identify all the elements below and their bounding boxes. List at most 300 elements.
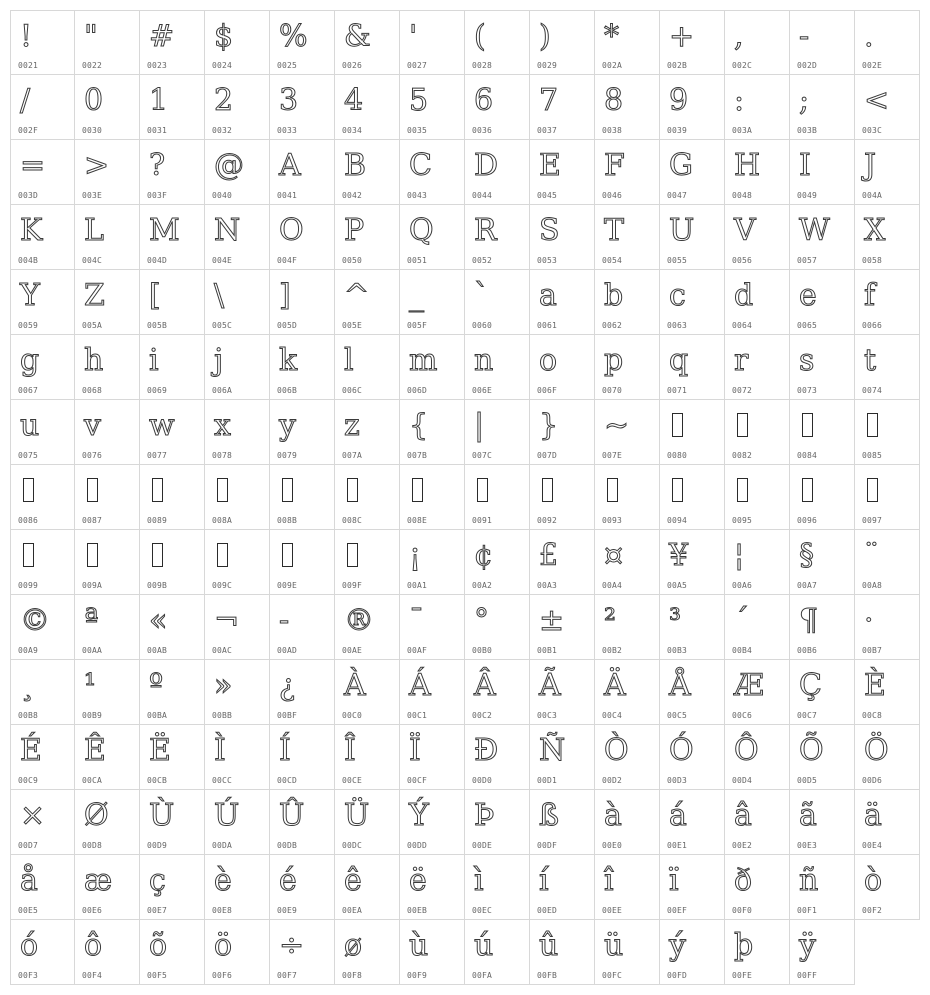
glyph-code-label: 00C9	[18, 776, 39, 785]
glyph-code-label: 009B	[147, 581, 168, 590]
glyph-cell	[140, 205, 205, 270]
glyph-cell	[75, 920, 140, 985]
glyph-code-label: 0049	[797, 191, 818, 200]
glyph-cell	[270, 790, 335, 855]
glyph-code-label: 0059	[18, 321, 39, 330]
glyph-char: ¿	[279, 668, 296, 703]
glyph-code-label: 009F	[342, 581, 363, 590]
glyph-cell	[855, 205, 920, 270]
glyph-cell	[335, 75, 400, 140]
glyph-code-label: 0048	[732, 191, 753, 200]
glyph-code-label: 005C	[212, 321, 233, 330]
glyph-cell	[725, 270, 790, 335]
glyph-char: .	[864, 19, 874, 54]
glyph-char: G	[669, 148, 693, 183]
glyph-code-label: 00DF	[537, 841, 558, 850]
glyph-cell	[335, 335, 400, 400]
glyph-code-label: 0093	[602, 516, 623, 525]
glyph-code-label: 00B1	[537, 646, 558, 655]
glyph-code-label: 00E3	[797, 841, 818, 850]
glyph-cell	[140, 725, 205, 790]
glyph-char: ê	[344, 863, 362, 898]
glyph-code-label: 004B	[18, 256, 39, 265]
glyph-cell	[530, 205, 595, 270]
glyph-char: \	[214, 278, 225, 313]
glyph-code-label: 0086	[18, 516, 39, 525]
glyph-char: Ø	[84, 798, 109, 833]
glyph-cell	[75, 595, 140, 660]
glyph-cell	[530, 400, 595, 465]
glyph-cell	[335, 465, 400, 530]
glyph-char: ¤	[604, 538, 624, 573]
glyph-char: i	[149, 343, 159, 378]
glyph-char: ´	[734, 603, 749, 638]
missing-glyph-box	[737, 413, 748, 437]
glyph-code-label: 00D6	[862, 776, 883, 785]
glyph-code-label: 00AD	[277, 646, 298, 655]
glyph-cell	[530, 465, 595, 530]
glyph-code-label: 0024	[212, 61, 233, 70]
glyph-cell	[75, 790, 140, 855]
glyph-cell	[790, 920, 855, 985]
glyph-char: ®	[344, 603, 374, 638]
glyph-code-label: 00DD	[407, 841, 428, 850]
glyph-code-label: 0044	[472, 191, 493, 200]
missing-glyph-box	[412, 478, 423, 502]
glyph-code-label: 0078	[212, 451, 233, 460]
glyph-code-label: 0085	[862, 451, 883, 460]
glyph-cell	[855, 855, 920, 920]
glyph-cell	[400, 530, 465, 595]
glyph-cell	[595, 335, 660, 400]
glyph-grid	[10, 10, 920, 985]
glyph-code-label: 009C	[212, 581, 233, 590]
glyph-char: Í	[279, 733, 291, 768]
glyph-char: Þ	[474, 798, 495, 833]
glyph-code-label: 0042	[342, 191, 363, 200]
glyph-cell	[855, 140, 920, 205]
glyph-cell	[10, 465, 75, 530]
glyph-cell	[790, 270, 855, 335]
glyph-cell	[10, 75, 75, 140]
glyph-code-label: 008B	[277, 516, 298, 525]
glyph-char: 7	[539, 83, 559, 118]
glyph-char: ±	[539, 603, 565, 638]
glyph-cell	[270, 335, 335, 400]
glyph-cell	[465, 10, 530, 75]
glyph-code-label: 00D2	[602, 776, 623, 785]
glyph-cell	[465, 855, 530, 920]
glyph-code-label: 0025	[277, 61, 298, 70]
glyph-cell	[335, 595, 400, 660]
missing-glyph-box	[23, 543, 34, 567]
glyph-code-label: 002B	[667, 61, 688, 70]
glyph-code-label: 00F4	[82, 971, 103, 980]
glyph-cell	[660, 920, 725, 985]
glyph-code-label: 00FE	[732, 971, 753, 980]
glyph-char: U	[669, 213, 695, 248]
glyph-char: û	[539, 928, 559, 963]
glyph-cell	[335, 790, 400, 855]
glyph-cell	[140, 140, 205, 205]
glyph-cell	[595, 855, 660, 920]
glyph-cell	[10, 920, 75, 985]
glyph-char: d	[734, 278, 754, 313]
glyph-cell	[335, 660, 400, 725]
glyph-char: X	[864, 213, 886, 248]
missing-glyph-box	[477, 478, 488, 502]
glyph-cell	[400, 920, 465, 985]
glyph-cell	[465, 660, 530, 725]
glyph-cell	[400, 400, 465, 465]
glyph-cell	[725, 10, 790, 75]
glyph-cell	[530, 660, 595, 725]
glyph-cell	[75, 140, 140, 205]
glyph-char: ²	[604, 603, 617, 638]
glyph-cell	[270, 140, 335, 205]
glyph-cell	[10, 595, 75, 660]
glyph-cell	[335, 205, 400, 270]
glyph-code-label: 00CE	[342, 776, 363, 785]
glyph-cell	[205, 920, 270, 985]
glyph-code-label: 00B9	[82, 711, 103, 720]
glyph-code-label: 00B8	[18, 711, 39, 720]
glyph-char: Ê	[84, 733, 106, 768]
glyph-cell	[595, 140, 660, 205]
glyph-cell	[530, 855, 595, 920]
glyph-cell	[400, 465, 465, 530]
missing-glyph-box	[802, 478, 813, 502]
glyph-code-label: 0040	[212, 191, 233, 200]
glyph-code-label: 00CF	[407, 776, 428, 785]
glyph-code-label: 00D5	[797, 776, 818, 785]
glyph-cell	[855, 595, 920, 660]
glyph-cell	[10, 855, 75, 920]
glyph-char: |	[474, 408, 485, 443]
glyph-char: e	[799, 278, 817, 313]
glyph-char: N	[214, 213, 241, 248]
glyph-code-label: 008E	[407, 516, 428, 525]
glyph-code-label: 00B6	[797, 646, 818, 655]
glyph-cell	[10, 10, 75, 75]
glyph-char: ò	[864, 863, 883, 898]
glyph-code-label: 002A	[602, 61, 623, 70]
glyph-cell	[790, 595, 855, 660]
glyph-char: ©	[20, 603, 50, 638]
glyph-code-label: 0037	[537, 126, 558, 135]
glyph-code-label: 0033	[277, 126, 298, 135]
glyph-code-label: 007B	[407, 451, 428, 460]
glyph-code-label: 009E	[277, 581, 298, 590]
glyph-cell	[530, 530, 595, 595]
glyph-char: ,	[734, 19, 744, 54]
glyph-char: )	[539, 19, 551, 54]
glyph-char: «	[149, 603, 168, 638]
glyph-code-label: 007A	[342, 451, 363, 460]
glyph-char: í	[539, 863, 549, 898]
glyph-cell	[335, 725, 400, 790]
glyph-char: ú	[474, 928, 494, 963]
glyph-char: S	[539, 213, 560, 248]
glyph-cell	[270, 205, 335, 270]
glyph-cell	[335, 10, 400, 75]
glyph-char: y	[279, 408, 296, 443]
glyph-char: g	[20, 343, 40, 378]
glyph-cell	[725, 595, 790, 660]
glyph-cell	[270, 10, 335, 75]
glyph-cell	[270, 530, 335, 595]
glyph-code-label: 0064	[732, 321, 753, 330]
glyph-cell	[140, 335, 205, 400]
glyph-code-label: 0023	[147, 61, 168, 70]
glyph-code-label: 0096	[797, 516, 818, 525]
glyph-char: *	[604, 19, 619, 54]
glyph-char: Æ	[734, 668, 765, 703]
glyph-code-label: 0053	[537, 256, 558, 265]
glyph-cell	[595, 465, 660, 530]
glyph-code-label: 00E6	[82, 906, 103, 915]
glyph-char: Ï	[409, 733, 421, 768]
glyph-cell	[530, 10, 595, 75]
glyph-code-label: 0056	[732, 256, 753, 265]
glyph-code-label: 00C3	[537, 711, 558, 720]
glyph-code-label: 0047	[667, 191, 688, 200]
glyph-cell	[10, 400, 75, 465]
glyph-code-label: 006B	[277, 386, 298, 395]
glyph-code-label: 00E1	[667, 841, 688, 850]
glyph-cell	[855, 335, 920, 400]
glyph-char: ª	[84, 603, 99, 638]
glyph-char: Å	[669, 668, 691, 703]
glyph-cell	[530, 595, 595, 660]
glyph-code-label: 003B	[797, 126, 818, 135]
glyph-char: #	[149, 19, 175, 54]
glyph-char: T	[604, 213, 625, 248]
missing-glyph-box	[867, 413, 878, 437]
glyph-char: Î	[344, 733, 356, 768]
glyph-cell	[790, 725, 855, 790]
missing-glyph-box	[87, 543, 98, 567]
glyph-cell	[400, 205, 465, 270]
glyph-code-label: 00DC	[342, 841, 363, 850]
glyph-cell	[75, 465, 140, 530]
glyph-cell	[140, 920, 205, 985]
glyph-cell	[725, 75, 790, 140]
glyph-cell	[725, 335, 790, 400]
glyph-char: ¢	[474, 538, 494, 573]
glyph-code-label: 00EF	[667, 906, 688, 915]
glyph-cell	[400, 140, 465, 205]
glyph-code-label: 0035	[407, 126, 428, 135]
glyph-code-label: 004C	[82, 256, 103, 265]
glyph-char: c	[669, 278, 686, 313]
glyph-code-label: 0071	[667, 386, 688, 395]
glyph-char: C	[409, 148, 432, 183]
glyph-code-label: 0057	[797, 256, 818, 265]
glyph-code-label: 00EA	[342, 906, 363, 915]
glyph-cell	[855, 790, 920, 855]
glyph-cell	[270, 465, 335, 530]
glyph-char: (	[474, 19, 486, 54]
glyph-char: :	[734, 83, 745, 118]
glyph-cell	[790, 790, 855, 855]
glyph-code-label: 006E	[472, 386, 493, 395]
glyph-code-label: 00C0	[342, 711, 363, 720]
glyph-cell	[205, 10, 270, 75]
glyph-char: Á	[409, 668, 431, 703]
glyph-char: ]	[279, 278, 291, 313]
glyph-char: ¡	[409, 538, 422, 573]
glyph-cell	[660, 790, 725, 855]
glyph-char: ×	[20, 798, 46, 833]
glyph-cell	[595, 75, 660, 140]
glyph-code-label: 00F0	[732, 906, 753, 915]
glyph-code-label: 00AF	[407, 646, 428, 655]
glyph-code-label: 00E4	[862, 841, 883, 850]
glyph-code-label: 00F6	[212, 971, 233, 980]
glyph-cell	[10, 335, 75, 400]
glyph-char: r	[734, 343, 749, 378]
glyph-cell	[270, 660, 335, 725]
glyph-code-label: 00D4	[732, 776, 753, 785]
glyph-code-label: 0076	[82, 451, 103, 460]
glyph-cell	[855, 270, 920, 335]
glyph-cell	[400, 595, 465, 660]
glyph-char: ç	[149, 863, 166, 898]
glyph-code-label: 005D	[277, 321, 298, 330]
glyph-char: À	[344, 668, 366, 703]
glyph-char: P	[344, 213, 365, 248]
glyph-char: 5	[409, 83, 429, 118]
glyph-code-label: 005F	[407, 321, 428, 330]
glyph-code-label: 0034	[342, 126, 363, 135]
missing-glyph-box	[737, 478, 748, 502]
glyph-char: '	[409, 19, 418, 54]
glyph-code-label: 00DB	[277, 841, 298, 850]
glyph-char: ¨	[864, 538, 879, 573]
glyph-cell	[595, 530, 660, 595]
glyph-cell	[465, 530, 530, 595]
glyph-code-label: 007E	[602, 451, 623, 460]
glyph-code-label: 00E9	[277, 906, 298, 915]
glyph-char: Ò	[604, 733, 629, 768]
glyph-code-label: 004D	[147, 256, 168, 265]
glyph-cell	[660, 595, 725, 660]
glyph-cell	[790, 335, 855, 400]
glyph-char: å	[20, 863, 38, 898]
glyph-cell	[335, 270, 400, 335]
glyph-cell	[270, 920, 335, 985]
glyph-cell	[75, 400, 140, 465]
glyph-char: »	[214, 668, 233, 703]
glyph-code-label: 00A1	[407, 581, 428, 590]
glyph-cell	[400, 10, 465, 75]
glyph-cell	[465, 465, 530, 530]
glyph-code-label: 0073	[797, 386, 818, 395]
glyph-code-label: 0039	[667, 126, 688, 135]
glyph-code-label: 00A2	[472, 581, 493, 590]
glyph-char: b	[604, 278, 624, 313]
glyph-char: é	[279, 863, 297, 898]
glyph-char: 8	[604, 83, 624, 118]
glyph-cell	[660, 465, 725, 530]
glyph-char: Ý	[409, 798, 429, 833]
glyph-code-label: 0046	[602, 191, 623, 200]
glyph-cell	[400, 660, 465, 725]
glyph-char: t	[864, 343, 877, 378]
glyph-cell	[660, 725, 725, 790]
glyph-code-label: 00A6	[732, 581, 753, 590]
glyph-code-label: 0082	[732, 451, 753, 460]
glyph-char: }	[539, 408, 559, 443]
glyph-cell	[205, 205, 270, 270]
glyph-cell	[205, 465, 270, 530]
glyph-cell	[790, 400, 855, 465]
glyph-cell	[660, 400, 725, 465]
glyph-code-label: 00C8	[862, 711, 883, 720]
glyph-code-label: 002D	[797, 61, 818, 70]
glyph-code-label: 00D7	[18, 841, 39, 850]
glyph-cell	[530, 790, 595, 855]
glyph-code-label: 00CB	[147, 776, 168, 785]
glyph-char: î	[604, 863, 614, 898]
glyph-code-label: 00AB	[147, 646, 168, 655]
glyph-char: w	[149, 408, 175, 443]
glyph-code-label: 0074	[862, 386, 883, 395]
glyph-char: Ú	[214, 798, 240, 833]
glyph-code-label: 0029	[537, 61, 558, 70]
glyph-code-label: 0058	[862, 256, 883, 265]
glyph-char: >	[84, 148, 110, 183]
glyph-cell	[465, 790, 530, 855]
glyph-code-label: 00BA	[147, 711, 168, 720]
glyph-code-label: 00B7	[862, 646, 883, 655]
glyph-char: É	[20, 733, 42, 768]
glyph-code-label: 0045	[537, 191, 558, 200]
glyph-code-label: 00D3	[667, 776, 688, 785]
glyph-char: Ö	[864, 733, 889, 768]
glyph-cell	[855, 400, 920, 465]
glyph-char: 6	[474, 83, 494, 118]
glyph-char: è	[214, 863, 232, 898]
glyph-char: F	[604, 148, 625, 183]
glyph-code-label: 00CC	[212, 776, 233, 785]
missing-glyph-box	[542, 478, 553, 502]
glyph-code-label: 00B3	[667, 646, 688, 655]
glyph-cell	[725, 725, 790, 790]
glyph-code-label: 00F2	[862, 906, 883, 915]
glyph-code-label: 003F	[147, 191, 168, 200]
glyph-char: D	[474, 148, 499, 183]
glyph-cell	[725, 660, 790, 725]
glyph-cell	[270, 725, 335, 790]
glyph-code-label: 00B4	[732, 646, 753, 655]
glyph-code-label: 0099	[18, 581, 39, 590]
glyph-code-label: 003A	[732, 126, 753, 135]
glyph-char: a	[539, 278, 557, 313]
glyph-cell	[595, 920, 660, 985]
glyph-code-label: 006A	[212, 386, 233, 395]
glyph-cell	[725, 530, 790, 595]
missing-glyph-box	[672, 478, 683, 502]
glyph-char: º	[149, 668, 164, 703]
glyph-code-label: 0087	[82, 516, 103, 525]
glyph-char: ÿ	[799, 928, 816, 963]
glyph-char: 9	[669, 83, 689, 118]
glyph-cell	[335, 855, 400, 920]
glyph-code-label: 006D	[407, 386, 428, 395]
glyph-char: ñ	[799, 863, 819, 898]
